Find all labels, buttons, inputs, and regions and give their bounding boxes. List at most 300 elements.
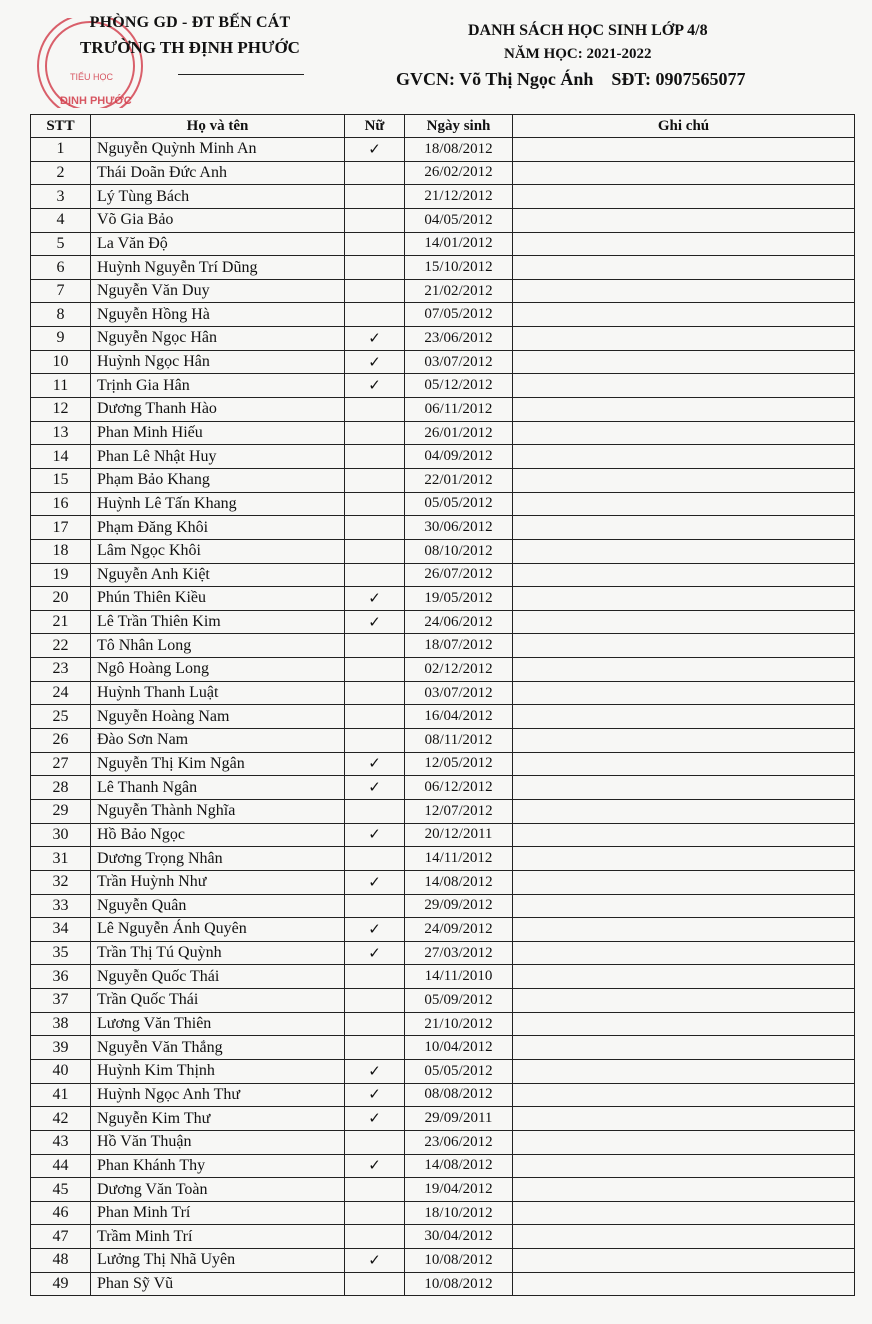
row-dob: 12/05/2012 bbox=[405, 752, 513, 776]
checkmark-icon: ✓ bbox=[368, 780, 381, 797]
row-name: Phạm Đăng Khôi bbox=[91, 516, 345, 540]
row-name: Võ Gia Bảo bbox=[91, 208, 345, 232]
header-dob: Ngày sinh bbox=[405, 115, 513, 138]
row-name: Trầm Minh Trí bbox=[91, 1225, 345, 1249]
row-stt: 40 bbox=[31, 1059, 91, 1083]
checkmark-icon: ✓ bbox=[368, 330, 381, 347]
row-stt: 41 bbox=[31, 1083, 91, 1107]
row-female-check bbox=[345, 208, 405, 232]
row-dob: 14/01/2012 bbox=[405, 232, 513, 256]
row-note bbox=[513, 1249, 855, 1273]
row-dob: 19/05/2012 bbox=[405, 587, 513, 611]
row-female-check bbox=[345, 823, 405, 847]
row-dob: 26/02/2012 bbox=[405, 161, 513, 185]
table-row bbox=[31, 1107, 855, 1131]
row-name: Nguyễn Quỳnh Minh An bbox=[91, 138, 345, 162]
table-row bbox=[31, 1201, 855, 1225]
row-note bbox=[513, 185, 855, 209]
row-dob: 22/01/2012 bbox=[405, 468, 513, 492]
row-female-check bbox=[345, 1225, 405, 1249]
row-note bbox=[513, 208, 855, 232]
table-row bbox=[31, 398, 855, 422]
row-female-check bbox=[345, 232, 405, 256]
row-name: Phan Sỹ Vũ bbox=[91, 1272, 345, 1296]
row-stt: 44 bbox=[31, 1154, 91, 1178]
row-dob: 14/08/2012 bbox=[405, 1154, 513, 1178]
checkmark-icon: ✓ bbox=[368, 921, 381, 938]
table-row bbox=[31, 421, 855, 445]
row-name: Nguyễn Thị Kim Ngân bbox=[91, 752, 345, 776]
row-name: Lý Tùng Bách bbox=[91, 185, 345, 209]
table-row bbox=[31, 894, 855, 918]
row-note bbox=[513, 445, 855, 469]
table-row bbox=[31, 256, 855, 280]
row-note bbox=[513, 1178, 855, 1202]
table-row bbox=[31, 941, 855, 965]
row-dob: 12/07/2012 bbox=[405, 799, 513, 823]
row-dob: 24/09/2012 bbox=[405, 918, 513, 942]
table-row bbox=[31, 185, 855, 209]
row-female-check bbox=[345, 1059, 405, 1083]
row-female-check bbox=[345, 870, 405, 894]
checkmark-icon: ✓ bbox=[368, 141, 381, 158]
row-name: Trịnh Gia Hân bbox=[91, 374, 345, 398]
table-row bbox=[31, 1154, 855, 1178]
row-dob: 18/07/2012 bbox=[405, 634, 513, 658]
row-dob: 23/06/2012 bbox=[405, 1130, 513, 1154]
row-name: Nguyễn Hoàng Nam bbox=[91, 705, 345, 729]
checkmark-icon: ✓ bbox=[368, 1252, 381, 1269]
row-note bbox=[513, 894, 855, 918]
row-name: Tô Nhân Long bbox=[91, 634, 345, 658]
checkmark-icon: ✓ bbox=[368, 874, 381, 891]
row-stt: 32 bbox=[31, 870, 91, 894]
table-row bbox=[31, 870, 855, 894]
row-note bbox=[513, 1083, 855, 1107]
table-row bbox=[31, 539, 855, 563]
row-dob: 15/10/2012 bbox=[405, 256, 513, 280]
row-name: Dương Thanh Hào bbox=[91, 398, 345, 422]
row-note bbox=[513, 303, 855, 327]
row-dob: 29/09/2012 bbox=[405, 894, 513, 918]
row-stt: 16 bbox=[31, 492, 91, 516]
row-female-check bbox=[345, 350, 405, 374]
row-dob: 21/10/2012 bbox=[405, 1012, 513, 1036]
school-year: NĂM HỌC: 2021-2022 bbox=[504, 46, 652, 62]
department-name: PHÒNG GD - ĐT BẾN CÁT bbox=[89, 14, 291, 31]
row-note bbox=[513, 327, 855, 351]
row-name: Nguyễn Quân bbox=[91, 894, 345, 918]
student-list-table bbox=[30, 114, 855, 1296]
row-dob: 30/06/2012 bbox=[405, 516, 513, 540]
table-row bbox=[31, 776, 855, 800]
row-stt: 47 bbox=[31, 1225, 91, 1249]
row-female-check bbox=[345, 468, 405, 492]
row-note bbox=[513, 468, 855, 492]
table-body bbox=[31, 138, 855, 1296]
row-stt: 15 bbox=[31, 468, 91, 492]
row-female-check bbox=[345, 421, 405, 445]
checkmark-icon: ✓ bbox=[368, 827, 381, 844]
checkmark-icon: ✓ bbox=[368, 354, 381, 371]
row-stt: 23 bbox=[31, 658, 91, 682]
row-stt: 13 bbox=[31, 421, 91, 445]
table-row bbox=[31, 303, 855, 327]
document-title: DANH SÁCH HỌC SINH LỚP 4/8 bbox=[468, 22, 708, 39]
row-female-check bbox=[345, 752, 405, 776]
row-name: Nguyễn Văn Thắng bbox=[91, 1036, 345, 1060]
row-stt: 6 bbox=[31, 256, 91, 280]
table-row bbox=[31, 729, 855, 753]
row-name: Phan Minh Hiếu bbox=[91, 421, 345, 445]
stamp-text-line1: TIỂU HỌC bbox=[70, 72, 114, 82]
row-note bbox=[513, 421, 855, 445]
row-dob: 10/08/2012 bbox=[405, 1272, 513, 1296]
teacher-name: GVCN: Võ Thị Ngọc Ánh bbox=[396, 69, 594, 89]
table-row bbox=[31, 847, 855, 871]
table-row bbox=[31, 752, 855, 776]
row-note bbox=[513, 279, 855, 303]
row-stt: 30 bbox=[31, 823, 91, 847]
row-female-check bbox=[345, 1154, 405, 1178]
row-stt: 39 bbox=[31, 1036, 91, 1060]
row-stt: 25 bbox=[31, 705, 91, 729]
table-row bbox=[31, 658, 855, 682]
row-stt: 49 bbox=[31, 1272, 91, 1296]
row-stt: 17 bbox=[31, 516, 91, 540]
row-name: Nguyễn Kim Thư bbox=[91, 1107, 345, 1131]
row-note bbox=[513, 705, 855, 729]
row-female-check bbox=[345, 327, 405, 351]
row-stt: 7 bbox=[31, 279, 91, 303]
row-female-check bbox=[345, 705, 405, 729]
table-row bbox=[31, 965, 855, 989]
row-stt: 2 bbox=[31, 161, 91, 185]
row-dob: 30/04/2012 bbox=[405, 1225, 513, 1249]
checkmark-icon: ✓ bbox=[368, 1063, 381, 1080]
row-name: Phạm Bảo Khang bbox=[91, 468, 345, 492]
row-note bbox=[513, 634, 855, 658]
row-name: Huỳnh Ngọc Hân bbox=[91, 350, 345, 374]
row-dob: 05/12/2012 bbox=[405, 374, 513, 398]
row-name: Dương Trọng Nhân bbox=[91, 847, 345, 871]
row-name: Trần Quốc Thái bbox=[91, 989, 345, 1013]
row-stt: 9 bbox=[31, 327, 91, 351]
row-stt: 31 bbox=[31, 847, 91, 871]
row-dob: 14/11/2012 bbox=[405, 847, 513, 871]
row-female-check bbox=[345, 303, 405, 327]
document-title-block bbox=[396, 22, 860, 90]
row-stt: 10 bbox=[31, 350, 91, 374]
row-name: Lê Nguyễn Ánh Quyên bbox=[91, 918, 345, 942]
row-female-check bbox=[345, 1272, 405, 1296]
row-name: Phan Minh Trí bbox=[91, 1201, 345, 1225]
school-header bbox=[60, 14, 320, 58]
header-note: Ghi chú bbox=[513, 115, 855, 138]
row-note bbox=[513, 587, 855, 611]
row-dob: 08/08/2012 bbox=[405, 1083, 513, 1107]
row-name: Ngô Hoàng Long bbox=[91, 658, 345, 682]
table-row bbox=[31, 1012, 855, 1036]
row-note bbox=[513, 918, 855, 942]
row-note bbox=[513, 1036, 855, 1060]
row-note bbox=[513, 658, 855, 682]
row-name: Huỳnh Thanh Luật bbox=[91, 681, 345, 705]
row-note bbox=[513, 232, 855, 256]
row-stt: 37 bbox=[31, 989, 91, 1013]
header-female: Nữ bbox=[345, 115, 405, 138]
table-row bbox=[31, 1272, 855, 1296]
table-row bbox=[31, 327, 855, 351]
row-stt: 27 bbox=[31, 752, 91, 776]
row-note bbox=[513, 539, 855, 563]
checkmark-icon: ✓ bbox=[368, 590, 381, 607]
row-name: Phan Lê Nhật Huy bbox=[91, 445, 345, 469]
row-female-check bbox=[345, 587, 405, 611]
row-stt: 43 bbox=[31, 1130, 91, 1154]
row-stt: 21 bbox=[31, 610, 91, 634]
row-dob: 02/12/2012 bbox=[405, 658, 513, 682]
row-name: Lê Thanh Ngân bbox=[91, 776, 345, 800]
table-row bbox=[31, 587, 855, 611]
row-note bbox=[513, 1059, 855, 1083]
row-dob: 18/10/2012 bbox=[405, 1201, 513, 1225]
row-stt: 34 bbox=[31, 918, 91, 942]
row-dob: 29/09/2011 bbox=[405, 1107, 513, 1131]
row-female-check bbox=[345, 610, 405, 634]
row-female-check bbox=[345, 563, 405, 587]
row-stt: 8 bbox=[31, 303, 91, 327]
row-stt: 24 bbox=[31, 681, 91, 705]
row-female-check bbox=[345, 847, 405, 871]
row-name: Hồ Văn Thuận bbox=[91, 1130, 345, 1154]
row-female-check bbox=[345, 256, 405, 280]
row-female-check bbox=[345, 799, 405, 823]
row-stt: 1 bbox=[31, 138, 91, 162]
table-row bbox=[31, 610, 855, 634]
row-stt: 35 bbox=[31, 941, 91, 965]
row-note bbox=[513, 776, 855, 800]
row-stt: 20 bbox=[31, 587, 91, 611]
table-row bbox=[31, 492, 855, 516]
row-stt: 29 bbox=[31, 799, 91, 823]
row-dob: 04/05/2012 bbox=[405, 208, 513, 232]
teacher-line bbox=[396, 69, 860, 90]
row-female-check bbox=[345, 138, 405, 162]
row-name: Nguyễn Hồng Hà bbox=[91, 303, 345, 327]
row-female-check bbox=[345, 1130, 405, 1154]
row-note bbox=[513, 138, 855, 162]
header-underline bbox=[178, 74, 304, 75]
row-note bbox=[513, 1201, 855, 1225]
row-female-check bbox=[345, 279, 405, 303]
row-name: Trần Huỳnh Như bbox=[91, 870, 345, 894]
row-note bbox=[513, 374, 855, 398]
row-stt: 3 bbox=[31, 185, 91, 209]
table-row bbox=[31, 208, 855, 232]
row-name: Lương Văn Thiên bbox=[91, 1012, 345, 1036]
row-name: Huỳnh Lê Tấn Khang bbox=[91, 492, 345, 516]
table-row bbox=[31, 681, 855, 705]
row-female-check bbox=[345, 516, 405, 540]
checkmark-icon: ✓ bbox=[368, 378, 381, 395]
row-name: Lâm Ngọc Khôi bbox=[91, 539, 345, 563]
table-row bbox=[31, 799, 855, 823]
row-note bbox=[513, 161, 855, 185]
row-dob: 18/08/2012 bbox=[405, 138, 513, 162]
row-name: Huỳnh Ngọc Anh Thư bbox=[91, 1083, 345, 1107]
row-female-check bbox=[345, 918, 405, 942]
row-name: Thái Doãn Đức Anh bbox=[91, 161, 345, 185]
row-stt: 36 bbox=[31, 965, 91, 989]
row-note bbox=[513, 256, 855, 280]
table-row bbox=[31, 1178, 855, 1202]
row-female-check bbox=[345, 1012, 405, 1036]
row-stt: 4 bbox=[31, 208, 91, 232]
teacher-phone: SĐT: 0907565077 bbox=[611, 69, 746, 89]
row-dob: 03/07/2012 bbox=[405, 350, 513, 374]
row-stt: 18 bbox=[31, 539, 91, 563]
row-note bbox=[513, 941, 855, 965]
checkmark-icon: ✓ bbox=[368, 945, 381, 962]
checkmark-icon: ✓ bbox=[368, 614, 381, 631]
table-row bbox=[31, 1059, 855, 1083]
row-stt: 42 bbox=[31, 1107, 91, 1131]
table-row bbox=[31, 634, 855, 658]
row-note bbox=[513, 1225, 855, 1249]
row-female-check bbox=[345, 634, 405, 658]
row-dob: 06/12/2012 bbox=[405, 776, 513, 800]
row-name: Phan Khánh Thy bbox=[91, 1154, 345, 1178]
checkmark-icon: ✓ bbox=[368, 1111, 381, 1128]
row-note bbox=[513, 610, 855, 634]
table-row bbox=[31, 1249, 855, 1273]
table-row bbox=[31, 350, 855, 374]
row-stt: 38 bbox=[31, 1012, 91, 1036]
row-dob: 27/03/2012 bbox=[405, 941, 513, 965]
checkmark-icon: ✓ bbox=[368, 1158, 381, 1175]
table-row bbox=[31, 563, 855, 587]
row-stt: 19 bbox=[31, 563, 91, 587]
row-female-check bbox=[345, 161, 405, 185]
row-note bbox=[513, 1107, 855, 1131]
row-female-check bbox=[345, 989, 405, 1013]
row-female-check bbox=[345, 729, 405, 753]
row-name: Nguyễn Văn Duy bbox=[91, 279, 345, 303]
header-stt: STT bbox=[31, 115, 91, 138]
row-female-check bbox=[345, 492, 405, 516]
row-female-check bbox=[345, 941, 405, 965]
row-dob: 10/04/2012 bbox=[405, 1036, 513, 1060]
row-name: Lưởng Thị Nhã Uyên bbox=[91, 1249, 345, 1273]
row-dob: 03/07/2012 bbox=[405, 681, 513, 705]
row-note bbox=[513, 870, 855, 894]
row-note bbox=[513, 350, 855, 374]
row-dob: 24/06/2012 bbox=[405, 610, 513, 634]
row-dob: 05/09/2012 bbox=[405, 989, 513, 1013]
row-name: Huỳnh Nguyễn Trí Dũng bbox=[91, 256, 345, 280]
row-name: Hồ Bảo Ngọc bbox=[91, 823, 345, 847]
row-female-check bbox=[345, 965, 405, 989]
table-header-row bbox=[31, 115, 855, 138]
row-note bbox=[513, 1154, 855, 1178]
row-name: Phún Thiên Kiều bbox=[91, 587, 345, 611]
row-note bbox=[513, 729, 855, 753]
row-female-check bbox=[345, 445, 405, 469]
table-row bbox=[31, 989, 855, 1013]
row-female-check bbox=[345, 1201, 405, 1225]
row-note bbox=[513, 965, 855, 989]
table-row bbox=[31, 1083, 855, 1107]
table-row bbox=[31, 516, 855, 540]
row-dob: 05/05/2012 bbox=[405, 1059, 513, 1083]
row-note bbox=[513, 492, 855, 516]
row-female-check bbox=[345, 1249, 405, 1273]
table-row bbox=[31, 823, 855, 847]
row-dob: 14/11/2010 bbox=[405, 965, 513, 989]
row-note bbox=[513, 989, 855, 1013]
row-female-check bbox=[345, 374, 405, 398]
row-name: Nguyễn Thành Nghĩa bbox=[91, 799, 345, 823]
row-stt: 22 bbox=[31, 634, 91, 658]
row-dob: 16/04/2012 bbox=[405, 705, 513, 729]
table-row bbox=[31, 279, 855, 303]
row-stt: 28 bbox=[31, 776, 91, 800]
header-name: Họ và tên bbox=[91, 115, 345, 138]
row-note bbox=[513, 752, 855, 776]
row-name: Nguyễn Anh Kiệt bbox=[91, 563, 345, 587]
table-row bbox=[31, 374, 855, 398]
row-female-check bbox=[345, 681, 405, 705]
row-dob: 21/12/2012 bbox=[405, 185, 513, 209]
row-note bbox=[513, 847, 855, 871]
row-female-check bbox=[345, 776, 405, 800]
row-note bbox=[513, 563, 855, 587]
row-name: Nguyễn Ngọc Hân bbox=[91, 327, 345, 351]
row-dob: 23/06/2012 bbox=[405, 327, 513, 351]
school-name: TRƯỜNG TH ĐỊNH PHƯỚC bbox=[80, 38, 300, 57]
row-dob: 20/12/2011 bbox=[405, 823, 513, 847]
row-female-check bbox=[345, 539, 405, 563]
row-dob: 06/11/2012 bbox=[405, 398, 513, 422]
table-row bbox=[31, 161, 855, 185]
row-dob: 26/07/2012 bbox=[405, 563, 513, 587]
table-row bbox=[31, 1036, 855, 1060]
table-row bbox=[31, 232, 855, 256]
row-name: Dương Văn Toàn bbox=[91, 1178, 345, 1202]
table-row bbox=[31, 138, 855, 162]
row-name: Trần Thị Tú Quỳnh bbox=[91, 941, 345, 965]
row-female-check bbox=[345, 398, 405, 422]
row-note bbox=[513, 1012, 855, 1036]
row-dob: 08/10/2012 bbox=[405, 539, 513, 563]
row-dob: 10/08/2012 bbox=[405, 1249, 513, 1273]
row-stt: 48 bbox=[31, 1249, 91, 1273]
row-dob: 19/04/2012 bbox=[405, 1178, 513, 1202]
row-name: Nguyễn Quốc Thái bbox=[91, 965, 345, 989]
row-stt: 45 bbox=[31, 1178, 91, 1202]
row-name: Lê Trần Thiên Kim bbox=[91, 610, 345, 634]
row-dob: 14/08/2012 bbox=[405, 870, 513, 894]
checkmark-icon: ✓ bbox=[368, 1087, 381, 1104]
row-dob: 05/05/2012 bbox=[405, 492, 513, 516]
row-female-check bbox=[345, 1178, 405, 1202]
row-note bbox=[513, 1130, 855, 1154]
row-stt: 33 bbox=[31, 894, 91, 918]
row-female-check bbox=[345, 894, 405, 918]
table-row bbox=[31, 705, 855, 729]
table-row bbox=[31, 1130, 855, 1154]
